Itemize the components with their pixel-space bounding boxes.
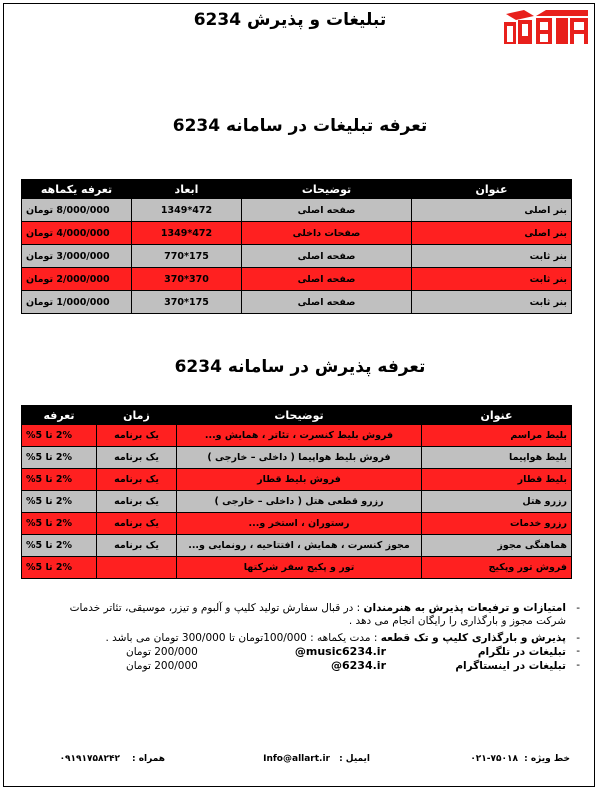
cell-time: یک برنامه xyxy=(97,447,177,469)
table-row xyxy=(22,268,572,291)
column-header-title: عنوان xyxy=(412,180,572,199)
note-clip-text: : مدت یکماهه : 100/000تومان تا 300/000 تومان می باشد . xyxy=(105,632,378,644)
column-header-time: زمان xyxy=(97,406,177,425)
cell-title: بلیط هواپیما xyxy=(422,447,572,469)
cell-price: 1/000/000 تومان xyxy=(22,291,132,314)
cell-title: رزرو خدمات xyxy=(422,513,572,535)
cell-title: بلیط قطار xyxy=(422,469,572,491)
cell-fee: 2% تا 5% xyxy=(22,447,97,469)
instagram-price: 200/000 تومان xyxy=(126,660,198,672)
cell-desc: صفحه اصلی xyxy=(242,245,412,268)
cell-price: 2/000/000 تومان xyxy=(22,268,132,291)
cell-title: هماهنگی مجوز xyxy=(422,535,572,557)
ads-table-body xyxy=(22,199,572,314)
cell-dimensions: 472*1349 xyxy=(132,199,242,222)
table-row xyxy=(22,199,572,222)
column-header-title: عنوان xyxy=(422,406,572,425)
cell-fee: 2% تا 5% xyxy=(22,469,97,491)
cell-title: بنر ثابت xyxy=(412,245,572,268)
cell-price: 4/000/000 تومان xyxy=(22,222,132,245)
bullet-dash: - xyxy=(576,645,580,657)
acceptance-section-title: تعرفه پذیرش در سامانه 6234 xyxy=(174,357,426,377)
table-row xyxy=(22,557,572,579)
cell-price: 8/000/000 تومان xyxy=(22,199,132,222)
bullet-dash: - xyxy=(576,602,580,614)
cell-fee: 2% تا 5% xyxy=(22,557,97,579)
acceptance-table-header xyxy=(22,406,572,425)
cell-title: بلیط مراسم xyxy=(422,425,572,447)
note-clip-upload xyxy=(40,632,580,645)
cell-time: یک برنامه xyxy=(97,513,177,535)
column-header-dimensions: ابعاد xyxy=(132,180,242,199)
email-label: ایمیل : xyxy=(339,754,370,764)
cell-title: بنر اصلی xyxy=(412,222,572,245)
column-header-fee: تعرفه xyxy=(22,406,97,425)
cell-fee: 2% تا 5% xyxy=(22,513,97,535)
cell-desc: فروش بلیط هواپیما ( داخلی – خارجی ) xyxy=(177,447,422,469)
cell-desc: صفحات داخلی xyxy=(242,222,412,245)
hotline-label: خط ویژه : xyxy=(524,754,570,764)
note-artists-heading: امتیازات و ترفیعات پذیرش به هنرمندان xyxy=(363,602,566,614)
ads-table-header xyxy=(22,180,572,199)
cell-time: یک برنامه xyxy=(97,491,177,513)
table-row xyxy=(22,491,572,513)
footer-contacts xyxy=(30,754,570,770)
cell-desc: فروش بلیط کنسرت ، تئاتر ، همایش و... xyxy=(177,425,422,447)
bullet-dash: - xyxy=(576,659,580,671)
cell-dimensions: 175*770 xyxy=(132,245,242,268)
ads-table xyxy=(21,179,572,314)
hotline-number[interactable]: ۰۲۱-۷۵۰۱۸ xyxy=(470,754,518,764)
acceptance-table-body xyxy=(22,425,572,579)
cell-time: یک برنامه xyxy=(97,425,177,447)
column-header-desc: توضیحات xyxy=(242,180,412,199)
table-row xyxy=(22,291,572,314)
cell-time xyxy=(97,557,177,579)
mobile-label: همراه : xyxy=(131,754,165,764)
cell-title: بنر اصلی xyxy=(412,199,572,222)
table-row xyxy=(22,245,572,268)
cell-title: رزرو هتل xyxy=(422,491,572,513)
ads-section-title: تعرفه تبلیغات در سامانه 6234 xyxy=(172,116,428,136)
telegram-label: تبلیغات در تلگرام xyxy=(477,646,566,658)
notes-section xyxy=(40,602,580,673)
instagram-promo xyxy=(40,659,580,673)
cell-desc: صفحه اصلی xyxy=(242,268,412,291)
page-title: تبلیغات و پذیرش 6234 xyxy=(193,10,387,30)
cell-fee: 2% تا 5% xyxy=(22,535,97,557)
column-header-monthly-price: تعرفه یکماهه xyxy=(22,180,132,199)
table-row xyxy=(22,425,572,447)
column-header-desc: توضیحات xyxy=(177,406,422,425)
table-row xyxy=(22,469,572,491)
cell-desc: صفحه اصلی xyxy=(242,291,412,314)
cell-price: 3/000/000 تومان xyxy=(22,245,132,268)
company-logo xyxy=(500,10,592,46)
telegram-promo xyxy=(40,645,580,659)
instagram-label: تبلیغات در اینستاگرام xyxy=(455,660,566,672)
acceptance-table xyxy=(21,405,572,579)
table-row xyxy=(22,513,572,535)
cell-title: فروش تور وپکیج xyxy=(422,557,572,579)
cell-dimensions: 472*1349 xyxy=(132,222,242,245)
bullet-dash: - xyxy=(576,632,580,644)
cell-dimensions: 175*370 xyxy=(132,291,242,314)
cell-fee: 2% تا 5% xyxy=(22,425,97,447)
table-row xyxy=(22,535,572,557)
note-artists-text: : در قبال سفارش تولید کلیپ و آلبوم و تیزر، موسیقی، تئاتر خدمات شرکت مجوز و بارگذاری را رایگان انجام می دهد . xyxy=(69,602,566,627)
cell-title: بنر ثابت xyxy=(412,268,572,291)
cell-title: بنر ثابت xyxy=(412,291,572,314)
mobile-number[interactable]: ۰۹۱۹۱۷۵۸۲۴۲ xyxy=(59,754,120,764)
telegram-price: 200/000 تومان xyxy=(126,646,198,658)
cell-desc: مجوز کنسرت ، همایش ، افتتاحیه ، رونمایی و... xyxy=(177,535,422,557)
instagram-handle[interactable]: @6234.ir xyxy=(331,659,386,672)
cell-desc: رزرو قطعی هتل ( داخلی – خارجی ) xyxy=(177,491,422,513)
table-row xyxy=(22,447,572,469)
email-link[interactable]: Info@allart.ir xyxy=(263,754,330,764)
cell-time: یک برنامه xyxy=(97,535,177,557)
note-artists xyxy=(40,602,580,628)
cell-desc: تور و پکیج سفر شرکتها xyxy=(177,557,422,579)
note-clip-heading: پذیرش و بارگذاری کلیپ و تک قطعه xyxy=(380,632,566,644)
cell-dimensions: 370*370 xyxy=(132,268,242,291)
cell-time: یک برنامه xyxy=(97,469,177,491)
cell-fee: 2% تا 5% xyxy=(22,491,97,513)
cell-desc: رستوران ، استخر و... xyxy=(177,513,422,535)
telegram-handle[interactable]: @music6234.ir xyxy=(294,645,386,658)
cell-desc: فروش بلیط قطار xyxy=(177,469,422,491)
table-row xyxy=(22,222,572,245)
cell-desc: صفحه اصلی xyxy=(242,199,412,222)
